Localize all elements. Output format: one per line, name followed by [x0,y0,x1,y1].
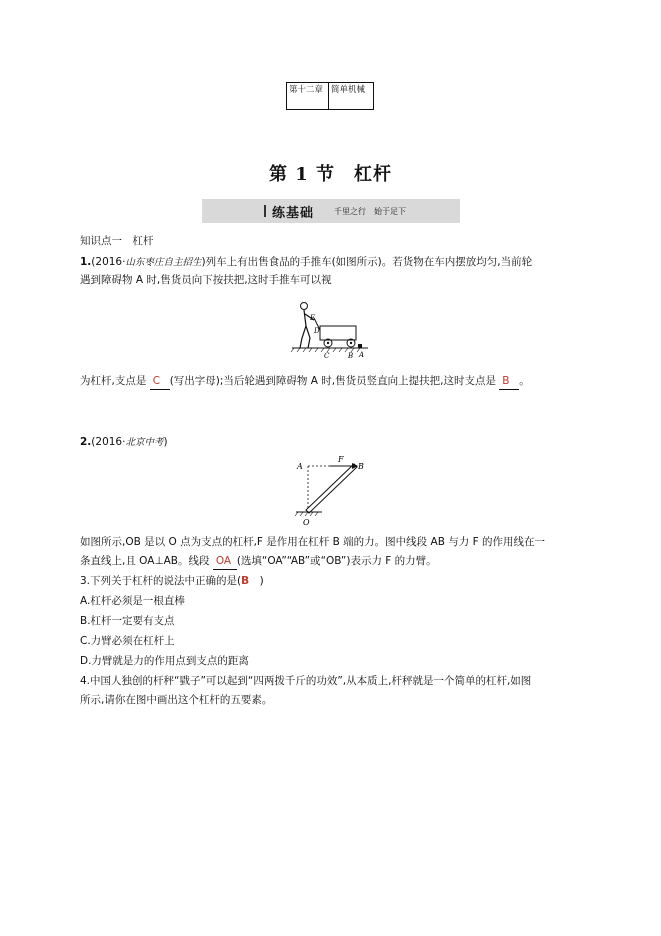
q3-option-c: C.力臂必须在杠杆上 [80,635,175,647]
chapter-number: 第十二章 [287,83,329,109]
q3-stem-post: ) [249,575,264,587]
q3-answer: B [241,575,250,587]
chapter-label-box [286,82,374,110]
label-e: E [310,314,316,322]
q1-year: (2016· [91,256,126,268]
q2-source: 北京中考 [125,437,164,448]
practice-banner [202,199,460,223]
cart-body [320,326,356,340]
page-title: 第 1 节 杠杆 [268,164,393,185]
q1-line3 [80,374,530,390]
q1-line2: 遇到障碍物 A 时,售货员向下按扶把,这时手推车可以视 [80,274,332,286]
label-b: B [358,462,364,471]
lever-ob [306,464,357,513]
obstacle-a [358,344,362,348]
q2-answer: OA [213,554,237,570]
q1-cart-figure [290,296,372,360]
q2-text2a: 条直线上,且 OA⊥AB。线段 [80,555,213,567]
label-d: D [314,327,320,335]
banner-divider [264,205,266,217]
label-f: F [338,455,344,464]
q1-text3a: 为杠杆,支点是 [80,375,150,387]
label-a: A [297,462,303,471]
q3-stem-pre: 3.下列关于杠杆的说法中正确的是( [80,575,242,587]
q1-source: 山东枣庄自主招生 [125,257,202,268]
q1-text1: 列车上有出售食品的手推车(如图所示)。若货物在车内摆放均匀,当前轮 [205,256,533,268]
chapter-name: 简单机械 [331,85,366,95]
q1-line1 [80,255,532,270]
q2-line2 [80,554,437,570]
q3-option-b: B.杠杆一定要有支点 [80,615,175,627]
q1-answer1: C [150,374,170,390]
label-a: A [359,351,365,359]
banner-title: 练基础 [272,206,315,221]
q1-text3b: (写出字母);当后轮遇到障碍物 A 时,售货员竖直向上提扶把,这时支点是 [169,375,500,387]
label-o: O [303,518,310,527]
label-c: C [324,352,330,360]
q2-number: 2. [80,436,92,448]
q4-line2: 所示,请你在图中画出这个杠杆的五要素。 [80,694,273,706]
q3-option-a: A.杠杆必须是一根直棒 [80,595,185,607]
banner-subtitle: 千里之行 始于足下 [334,207,406,216]
q2-line0 [80,435,168,450]
q3-option-d: D.力臂就是力的作用点到支点的距离 [80,655,249,667]
q3-stem [80,574,264,589]
q4-line1: 4.中国人独创的杆秤“戥子”可以起到“四两拨千斤的功效”,从本质上,杆秤就是一个简单的杠杆,如图 [80,675,532,687]
q2-line1: 如图所示,OB 是以 O 点为支点的杠杆,F 是作用在杠杆 B 端的力。图中线段 AB 与力 F 的作用线在一 [80,536,545,548]
q1-answer2: B [499,374,519,390]
support-hatching [295,512,318,516]
q1-number: 1. [80,256,92,268]
q2-paren: ) [163,436,168,448]
q1-paren: ) [201,256,206,268]
section-heading: 知识点一 杠杆 [80,235,154,247]
q2-text2b: (选填“OA”“AB”或“OB”)表示力 F 的力臂。 [236,555,437,567]
q2-lever-figure [292,452,376,528]
q2-year: (2016· [91,436,126,448]
q1-text3c: 。 [519,375,530,387]
person-head [301,303,308,310]
label-b: B [348,352,354,360]
